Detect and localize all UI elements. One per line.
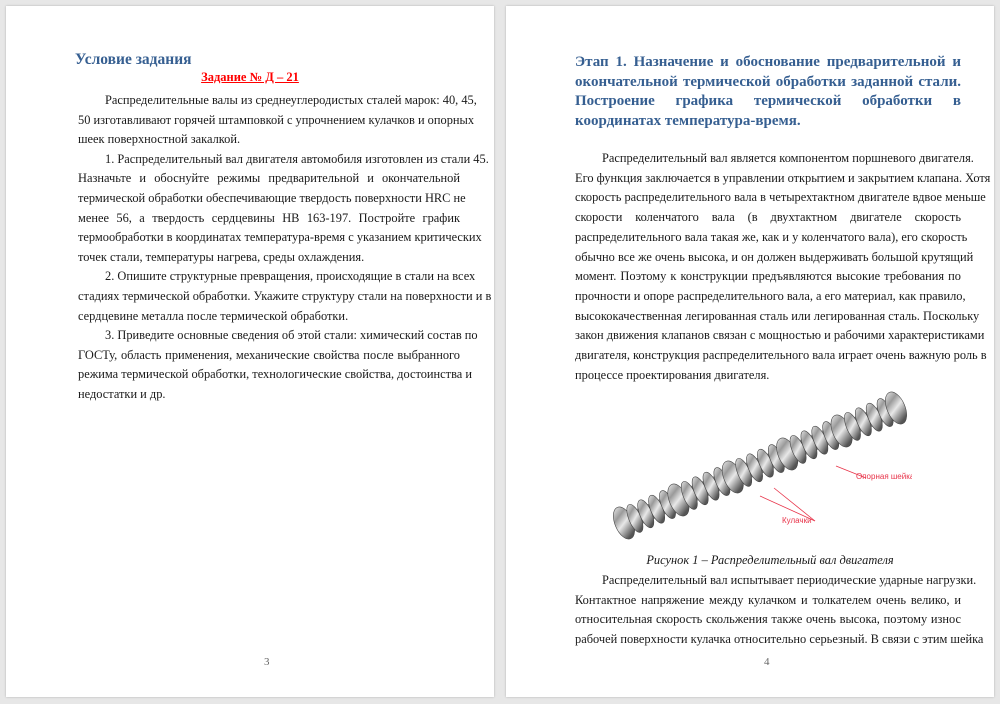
paragraph-line: обычно все же очень высока, и он должен выдерживать большой крутящий bbox=[575, 249, 974, 264]
journal-label: Опорная шейка bbox=[856, 472, 912, 481]
heading-line: окончательной термической обработки заданной стали. bbox=[575, 73, 961, 90]
paragraph-line: сердцевине металла после термической обработки. bbox=[78, 308, 349, 323]
paragraph-line: стадиях термической обработки. Укажите структуру стали на поверхности и в bbox=[78, 289, 492, 303]
page-number: 4 bbox=[764, 656, 770, 668]
paragraph-line: двигателя, конструкция распределительного вала играет очень важную роль в bbox=[575, 348, 987, 362]
camshaft-figure bbox=[604, 388, 912, 545]
paragraph-line: Его функция заключается в управлении открытием и закрытием клапана. Хотя bbox=[575, 170, 991, 185]
paragraph-first-line: 1. Распределительный вал двигателя автомобиля изготовлен из стали 45. bbox=[105, 151, 489, 166]
paragraph-line: термической обработки обеспечивающие твердость поверхности HRC не bbox=[78, 191, 466, 205]
paragraph-line: распределительного вала такая же, как и у коленчатого вала), его скорость bbox=[575, 229, 968, 244]
camshaft-image bbox=[604, 388, 912, 545]
paragraph-line: относительная скорость скольжения также очень высока, поэтому износ bbox=[575, 612, 961, 627]
paragraph-line: 50 изготавливают горячей штамповкой с упрочнением кулачков и опорных bbox=[78, 112, 475, 127]
paragraph-line: термообработки в координатах температура-время с указанием критических bbox=[78, 230, 482, 245]
paragraph-line: прочности и опоре распределительного вала, а его материал, как правило, bbox=[575, 288, 966, 303]
paragraph-first-line: 2. Опишите структурные превращения, происходящие в стали на всех bbox=[105, 269, 476, 284]
cams-label: Кулачки bbox=[782, 516, 812, 525]
paragraph-line: закон движения клапанов связан с мощностью и рабочими характеристиками bbox=[575, 328, 985, 343]
paragraph-first-line: Распределительный вал испытывает периодические ударные нагрузки. bbox=[602, 573, 977, 587]
paragraph-line: шеек поверхностной закалкой. bbox=[78, 132, 241, 147]
paragraph-line: рабочей поверхности кулачка относительно серьезный. В связи с этим шейка bbox=[575, 632, 984, 647]
paragraph-line: скорость распределительного вала в четырехтактном двигателе вдвое меньше bbox=[575, 190, 986, 205]
paragraph-line: момент. Поэтому к конструкции предъявляются высокие требования по bbox=[575, 269, 961, 284]
paragraph-line: точек стали, температуры нагрева, среды охлаждения. bbox=[78, 249, 365, 264]
figure-caption: Рисунок 1 – Распределительный вал двигателя bbox=[646, 553, 894, 567]
paragraph-first-line: 3. Приведите основные сведения об этой стали: химический состав по bbox=[105, 328, 478, 343]
paragraph-line: ГОСТу, область применения, механические свойства после выбранного bbox=[78, 347, 460, 362]
heading-line: координатах температура-время. bbox=[575, 112, 801, 129]
section-heading: Условие задания bbox=[75, 51, 192, 68]
paragraph-line: Контактное напряжение между кулачком и толкателем очень велико, и bbox=[575, 592, 961, 607]
paragraph-line: процессе проектирования двигателя. bbox=[575, 367, 770, 382]
paragraph-first-line: Распределительный вал является компонентом поршневого двигателя. bbox=[602, 151, 974, 165]
document-page-4 bbox=[506, 6, 994, 697]
heading-line: Построение графика термической обработки в bbox=[575, 93, 961, 110]
paragraph-line: недостатки и др. bbox=[78, 387, 166, 401]
paragraph-line: режима термической обработки, технологические свойства, достоинства и bbox=[78, 367, 473, 382]
paragraph-line: Назначьте и обоснуйте режимы предварительной и окончательной bbox=[78, 171, 460, 186]
page-number: 3 bbox=[264, 656, 270, 668]
document-page-3 bbox=[6, 6, 494, 697]
paragraph-line: скорости коленчатого вала (в двухтактном двигателе скорость bbox=[575, 210, 961, 225]
heading-line: Этап 1. Назначение и обоснование предварительной и bbox=[575, 54, 961, 70]
paragraph-line: менее 56, а твердость сердцевины НВ 163-197. Постройте график bbox=[78, 210, 460, 225]
task-title: Задание № Д – 21 bbox=[201, 70, 299, 84]
paragraph-line: высококачественная легированная сталь или легированная сталь. Поскольку bbox=[575, 308, 980, 323]
paragraph-first-line: Распределительные валы из среднеуглеродистых сталей марок: 40, 45, bbox=[105, 93, 477, 107]
